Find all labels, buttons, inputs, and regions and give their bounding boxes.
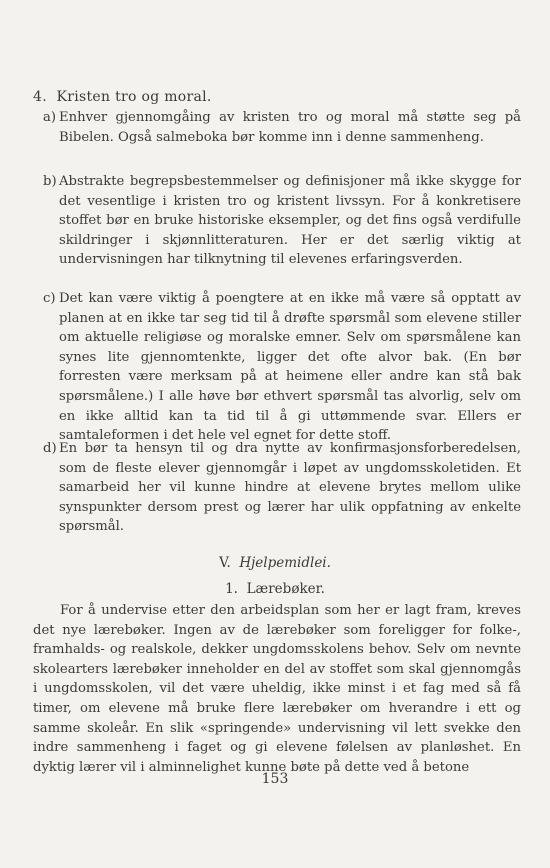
list-item-text: Det kan være viktig å poengtere at en ikke må være så opptatt av planen at en ikke tar seg tid til å drøfte spørsmål som elevene stiller om aktuelle religiøse og moralske emner. Selv om spørsmålene kan synes lite gjennomtenkte, ligger det ofte alvor bak. (En bør forresten være merksam på at heimene eller andre kan stå bak spørsmålene.) I alle høve bør ethvert spørsmål tas alvorlig, selv om en ikke alltid kan ta tid til å gi uttømmende svar. Ellers er samtaleformen i det hele vel egnet for dette stoff. bbox=[59, 291, 521, 444]
list-item-text: Abstrakte begrepsbestemmelser og definisjoner må ikke skygge for det vesentlige i kristen tro og kristent livssyn. For å konkretisere stoffet bør en bruke historiske eksempler, og det fins også verdifulle skildringer i skjønnlitteraturen. Her er det særlig viktig at undervisningen har tilknytning til elevenes erfaringsverden. bbox=[59, 174, 521, 268]
part-title: Hjelpemidlei. bbox=[239, 555, 331, 571]
subsection-title: Lærebøker. bbox=[246, 581, 325, 597]
list-item-c bbox=[43, 289, 521, 446]
list-item-label: c) bbox=[43, 291, 56, 306]
list-item-label: b) bbox=[43, 174, 57, 189]
part-heading bbox=[0, 555, 550, 571]
list-item-label: d) bbox=[43, 441, 57, 456]
list-item-a bbox=[43, 108, 521, 147]
subsection-heading bbox=[0, 581, 550, 597]
list-item-b bbox=[43, 172, 521, 270]
subsection-number: 1. bbox=[225, 581, 238, 597]
page-number: 153 bbox=[261, 771, 289, 787]
list-item-label: a) bbox=[43, 110, 57, 125]
section-title: Kristen tro og moral. bbox=[56, 89, 212, 105]
section-number: 4. bbox=[33, 89, 47, 105]
list-item-text: Enhver gjennomgåing av kristen tro og moral må støtte seg på Bibelen. Også salmeboka bør komme inn i denne sammenheng. bbox=[59, 110, 521, 145]
section-heading bbox=[33, 89, 212, 105]
list-item-d bbox=[43, 439, 521, 537]
part-number: V. bbox=[219, 555, 231, 571]
body-paragraph: For å undervise etter den arbeidsplan som her er lagt fram, kreves det nye lærebøker. Ingen av de lærebøker som foreligger for folke-, framhalds- og realskole, dekker ungdomsskolens behov. Selv om nevnte skolearters lærebøker inneholder en del av stoffet som skal gjennomgås i ungdomsskolen, vil det være uheldig, ikke minst i et fag med så få timer, om elevene må bruke flere lærebøker om hverandre i ett og samme skoleår. En slik «springende» undervisning vil lett svekke den indre sammenheng i faget og gi elevene følelsen av planløshet. En dyktig lærer vil i alminnelighet kunne bøte på dette ved å betone bbox=[33, 603, 521, 775]
list-item-text: En bør ta hensyn til og dra nytte av konfirmasjonsforberedelsen, som de fleste elever gjennomgår i løpet av ungdomsskoletiden. Et samarbeid her vil kunne hindre at elevene brytes mellom ulike synspunkter dersom prest og lærer har ulik oppfatning av enkelte spørsmål. bbox=[59, 441, 521, 535]
